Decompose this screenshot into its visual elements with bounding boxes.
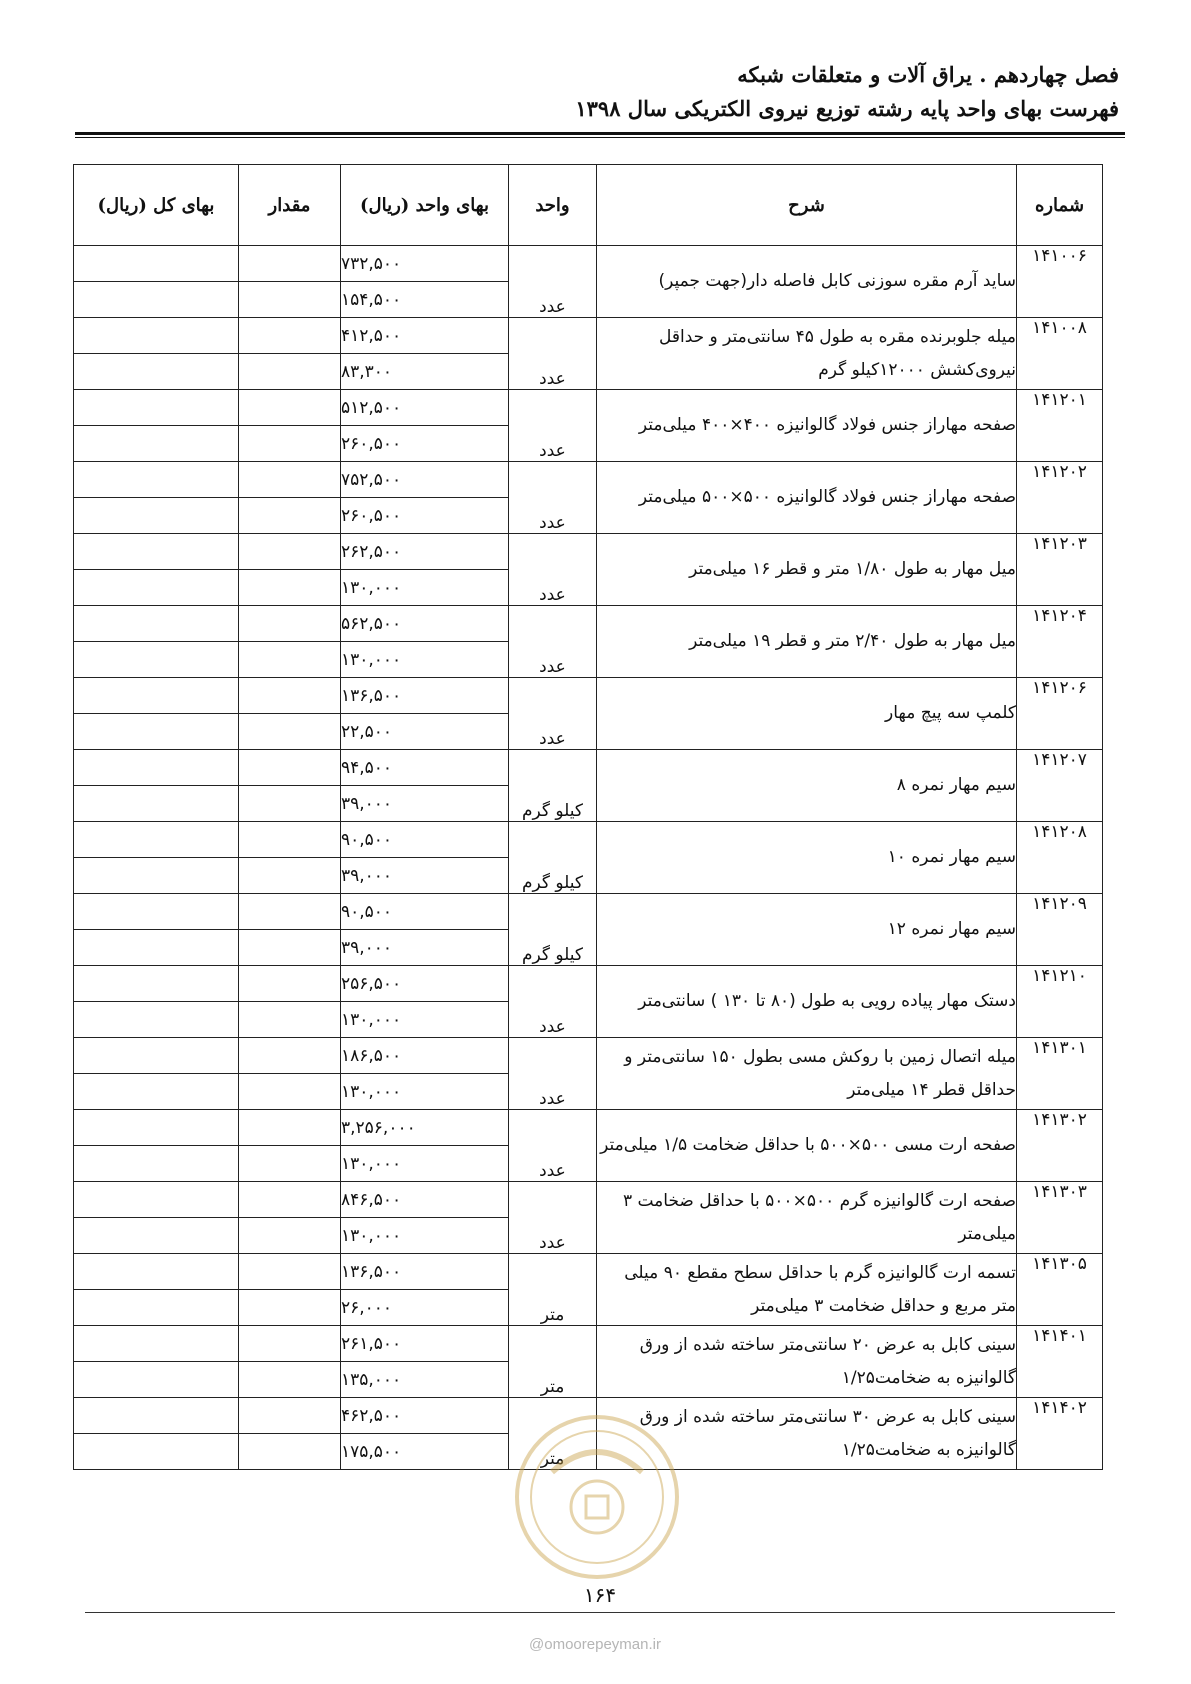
item-quantity-cell: [239, 1110, 341, 1146]
item-code: ۱۴۱۳۰۱: [1017, 1038, 1103, 1110]
price-list-title: فهرست بهای واحد پایه رشته توزیع نیروی الکتریکی سال ۱۳۹۸: [575, 96, 1119, 121]
website-watermark: @omoorepeyman.ir: [529, 1636, 661, 1653]
header-unit: واحد: [509, 165, 597, 246]
item-description: ساید آرم مقره سوزنی کابل فاصله دار(جهت جمپر): [597, 246, 1017, 318]
header-description: شرح: [597, 165, 1017, 246]
item-code: ۱۴۱۲۰۳: [1017, 534, 1103, 606]
item-total-cell: [74, 786, 239, 822]
item-unit-price-secondary: ۱۳۰,۰۰۰: [341, 1218, 509, 1254]
item-total-cell: [74, 1254, 239, 1290]
header-code: شماره: [1017, 165, 1103, 246]
item-unit-price-secondary: ۱۳۰,۰۰۰: [341, 642, 509, 678]
table-row: [74, 1182, 1103, 1218]
header-quantity: مقدار: [239, 165, 341, 246]
item-quantity-cell: [239, 894, 341, 930]
item-quantity-cell: [239, 750, 341, 786]
item-description: میل مهار به طول ۲/۴۰ متر و قطر ۱۹ میلی‌متر: [597, 606, 1017, 678]
table-row: [74, 606, 1103, 642]
item-code: ۱۴۱۰۰۸: [1017, 318, 1103, 390]
item-unit-price-primary: ۱۳۶,۵۰۰: [341, 1254, 509, 1290]
item-code: ۱۴۱۲۱۰: [1017, 966, 1103, 1038]
item-quantity-cell: [239, 1398, 341, 1434]
item-unit-price-secondary: ۱۵۴,۵۰۰: [341, 282, 509, 318]
item-unit-price-secondary: ۱۳۰,۰۰۰: [341, 1002, 509, 1038]
item-description: میله اتصال زمین با روکش مسی بطول ۱۵۰ سانتی‌متر و حداقل قطر ۱۴ میلی‌متر: [597, 1038, 1017, 1110]
item-description: صفحه ارت گالوانیزه گرم ۵۰۰×۵۰۰ با حداقل ضخامت ۳ میلی‌متر: [597, 1182, 1017, 1254]
item-total-cell: [74, 246, 239, 282]
item-unit-price-secondary: ۳۹,۰۰۰: [341, 930, 509, 966]
item-quantity-cell: [239, 822, 341, 858]
item-description: سینی کابل به عرض ۲۰ سانتی‌متر ساخته شده از ورق گالوانیزه به ضخامت۱/۲۵: [597, 1326, 1017, 1398]
item-total-cell: [74, 498, 239, 534]
item-unit: عدد: [509, 966, 597, 1038]
table-row: [74, 894, 1103, 930]
item-unit-price-secondary: ۳۹,۰۰۰: [341, 858, 509, 894]
item-description: سیم مهار نمره ۸: [597, 750, 1017, 822]
item-quantity-cell: [239, 426, 341, 462]
item-unit: متر: [509, 1398, 597, 1470]
item-quantity-cell: [239, 786, 341, 822]
footer-rule: [85, 1612, 1115, 1613]
table-row: [74, 1110, 1103, 1146]
item-total-cell: [74, 1182, 239, 1218]
table-row: [74, 246, 1103, 282]
chapter-title: فصل چهاردهم . یراق آلات و متعلقات شبکه: [737, 62, 1119, 87]
item-total-cell: [74, 1290, 239, 1326]
item-total-cell: [74, 462, 239, 498]
item-quantity-cell: [239, 1182, 341, 1218]
item-total-cell: [74, 894, 239, 930]
item-unit-price-primary: ۵۱۲,۵۰۰: [341, 390, 509, 426]
item-unit-price-primary: ۵۶۲,۵۰۰: [341, 606, 509, 642]
item-total-cell: [74, 1398, 239, 1434]
item-unit-price-primary: ۹۰,۵۰۰: [341, 822, 509, 858]
item-quantity-cell: [239, 1146, 341, 1182]
item-unit-price-primary: ۱۳۶,۵۰۰: [341, 678, 509, 714]
item-unit: کیلو گرم: [509, 750, 597, 822]
item-unit-price-primary: ۲۶۲,۵۰۰: [341, 534, 509, 570]
item-unit: عدد: [509, 390, 597, 462]
item-quantity-cell: [239, 462, 341, 498]
item-quantity-cell: [239, 1002, 341, 1038]
item-unit: عدد: [509, 678, 597, 750]
item-total-cell: [74, 390, 239, 426]
item-unit-price-primary: ۷۵۲,۵۰۰: [341, 462, 509, 498]
page-header: [75, 58, 1119, 126]
item-code: ۱۴۱۲۰۹: [1017, 894, 1103, 966]
item-code: ۱۴۱۳۰۲: [1017, 1110, 1103, 1182]
header-rule-thick: [75, 132, 1125, 135]
item-quantity-cell: [239, 966, 341, 1002]
item-total-cell: [74, 1326, 239, 1362]
table-row: [74, 318, 1103, 354]
item-code: ۱۴۱۲۰۸: [1017, 822, 1103, 894]
item-unit: عدد: [509, 1182, 597, 1254]
item-unit-price-primary: ۹۰,۵۰۰: [341, 894, 509, 930]
item-unit-price-secondary: ۱۳۰,۰۰۰: [341, 1146, 509, 1182]
item-total-cell: [74, 1110, 239, 1146]
item-total-cell: [74, 606, 239, 642]
item-unit-price-primary: ۴۱۲,۵۰۰: [341, 318, 509, 354]
publisher-seal-watermark: [512, 1412, 682, 1582]
table-row: [74, 390, 1103, 426]
item-unit: متر: [509, 1326, 597, 1398]
item-code: ۱۴۱۲۰۴: [1017, 606, 1103, 678]
item-quantity-cell: [239, 678, 341, 714]
item-quantity-cell: [239, 930, 341, 966]
item-total-cell: [74, 570, 239, 606]
item-code: ۱۴۱۳۰۳: [1017, 1182, 1103, 1254]
item-unit: کیلو گرم: [509, 894, 597, 966]
item-total-cell: [74, 1146, 239, 1182]
table-row: [74, 1038, 1103, 1074]
item-quantity-cell: [239, 498, 341, 534]
item-unit: عدد: [509, 246, 597, 318]
item-unit-price-primary: ۷۳۲,۵۰۰: [341, 246, 509, 282]
item-description: دستک مهار پیاده رویی به طول (۸۰ تا ۱۳۰ ) سانتی‌متر: [597, 966, 1017, 1038]
item-unit-price-primary: ۴۶۲,۵۰۰: [341, 1398, 509, 1434]
item-total-cell: [74, 1362, 239, 1398]
table-row: [74, 822, 1103, 858]
item-quantity-cell: [239, 858, 341, 894]
item-total-cell: [74, 426, 239, 462]
item-description: کلمپ سه پیچ مهار: [597, 678, 1017, 750]
item-unit-price-secondary: ۱۳۰,۰۰۰: [341, 1074, 509, 1110]
item-quantity-cell: [239, 390, 341, 426]
item-quantity-cell: [239, 570, 341, 606]
item-quantity-cell: [239, 246, 341, 282]
item-quantity-cell: [239, 642, 341, 678]
item-quantity-cell: [239, 1074, 341, 1110]
item-total-cell: [74, 1218, 239, 1254]
item-unit: عدد: [509, 462, 597, 534]
item-total-cell: [74, 750, 239, 786]
table-row: [74, 1254, 1103, 1290]
item-description: تسمه ارت گالوانیزه گرم با حداقل سطح مقطع ۹۰ میلی متر مربع و حداقل ضخامت ۳ میلی‌متر: [597, 1254, 1017, 1326]
table-body: [74, 246, 1103, 1470]
item-total-cell: [74, 642, 239, 678]
item-code: ۱۴۱۲۰۶: [1017, 678, 1103, 750]
item-description: میله جلوبرنده مقره به طول ۴۵ سانتی‌متر و حداقل نیروی‌کشش ۱۲۰۰۰کیلو گرم: [597, 318, 1017, 390]
item-unit-price-secondary: ۲۶۰,۵۰۰: [341, 498, 509, 534]
header-total-price: بهای کل (ریال): [74, 165, 239, 246]
item-total-cell: [74, 822, 239, 858]
price-table: [73, 164, 1103, 1470]
item-total-cell: [74, 678, 239, 714]
item-unit-price-secondary: ۲۶۰,۵۰۰: [341, 426, 509, 462]
item-quantity-cell: [239, 714, 341, 750]
item-code: ۱۴۱۰۰۶: [1017, 246, 1103, 318]
header-unit-price: بهای واحد (ریال): [341, 165, 509, 246]
item-unit-price-primary: ۱۸۶,۵۰۰: [341, 1038, 509, 1074]
item-total-cell: [74, 1434, 239, 1470]
item-unit: عدد: [509, 318, 597, 390]
table-row: [74, 678, 1103, 714]
item-total-cell: [74, 1074, 239, 1110]
item-total-cell: [74, 1038, 239, 1074]
item-quantity-cell: [239, 1434, 341, 1470]
item-code: ۱۴۱۲۰۲: [1017, 462, 1103, 534]
item-unit-price-primary: ۲۶۱,۵۰۰: [341, 1326, 509, 1362]
item-description: سیم مهار نمره ۱۲: [597, 894, 1017, 966]
item-quantity-cell: [239, 1290, 341, 1326]
item-unit-price-primary: ۸۴۶,۵۰۰: [341, 1182, 509, 1218]
item-unit-price-secondary: ۱۷۵,۵۰۰: [341, 1434, 509, 1470]
item-total-cell: [74, 318, 239, 354]
item-description: سیم مهار نمره ۱۰: [597, 822, 1017, 894]
item-unit-price-secondary: ۱۳۰,۰۰۰: [341, 570, 509, 606]
item-total-cell: [74, 1002, 239, 1038]
item-code: ۱۴۱۴۰۲: [1017, 1398, 1103, 1470]
item-quantity-cell: [239, 534, 341, 570]
table-row: [74, 534, 1103, 570]
item-unit: عدد: [509, 1110, 597, 1182]
item-description: سینی کابل به عرض ۳۰ سانتی‌متر ساخته شده از ورق گالوانیزه به ضخامت۱/۲۵: [597, 1398, 1017, 1470]
table-header-row: [74, 165, 1103, 246]
item-quantity-cell: [239, 1038, 341, 1074]
item-quantity-cell: [239, 354, 341, 390]
table-row: [74, 750, 1103, 786]
item-code: ۱۴۱۳۰۵: [1017, 1254, 1103, 1326]
item-unit-price-secondary: ۸۳,۳۰۰: [341, 354, 509, 390]
page-number: ۱۶۴: [583, 1583, 617, 1607]
item-total-cell: [74, 966, 239, 1002]
item-quantity-cell: [239, 1326, 341, 1362]
item-description: صفحه مهاراز جنس فولاد گالوانیزه ۵۰۰×۵۰۰ میلی‌متر: [597, 462, 1017, 534]
item-code: ۱۴۱۲۰۱: [1017, 390, 1103, 462]
table-row: [74, 462, 1103, 498]
table-row: [74, 1326, 1103, 1362]
item-unit-price-secondary: ۲۲,۵۰۰: [341, 714, 509, 750]
item-total-cell: [74, 714, 239, 750]
item-quantity-cell: [239, 606, 341, 642]
item-total-cell: [74, 534, 239, 570]
item-unit-price-secondary: ۱۳۵,۰۰۰: [341, 1362, 509, 1398]
header-rule-thin: [75, 137, 1125, 138]
item-unit: عدد: [509, 606, 597, 678]
table-row: [74, 966, 1103, 1002]
item-total-cell: [74, 282, 239, 318]
item-description: میل مهار به طول ۱/۸۰ متر و قطر ۱۶ میلی‌متر: [597, 534, 1017, 606]
item-total-cell: [74, 858, 239, 894]
item-unit-price-primary: ۳,۲۵۶,۰۰۰: [341, 1110, 509, 1146]
item-quantity-cell: [239, 1362, 341, 1398]
item-description: صفحه مهاراز جنس فولاد گالوانیزه ۴۰۰×۴۰۰ میلی‌متر: [597, 390, 1017, 462]
item-quantity-cell: [239, 318, 341, 354]
item-unit-price-primary: ۲۵۶,۵۰۰: [341, 966, 509, 1002]
item-code: ۱۴۱۲۰۷: [1017, 750, 1103, 822]
item-code: ۱۴۱۴۰۱: [1017, 1326, 1103, 1398]
item-unit-price-primary: ۹۴,۵۰۰: [341, 750, 509, 786]
item-unit: عدد: [509, 534, 597, 606]
item-unit-price-secondary: ۲۶,۰۰۰: [341, 1290, 509, 1326]
item-quantity-cell: [239, 1254, 341, 1290]
item-total-cell: [74, 930, 239, 966]
item-quantity-cell: [239, 282, 341, 318]
item-total-cell: [74, 354, 239, 390]
item-unit: عدد: [509, 1038, 597, 1110]
item-unit: کیلو گرم: [509, 822, 597, 894]
item-description: صفحه ارت مسی ۵۰۰×۵۰۰ با حداقل ضخامت ۱/۵ میلی‌متر: [597, 1110, 1017, 1182]
item-unit-price-secondary: ۳۹,۰۰۰: [341, 786, 509, 822]
item-unit: متر: [509, 1254, 597, 1326]
item-quantity-cell: [239, 1218, 341, 1254]
